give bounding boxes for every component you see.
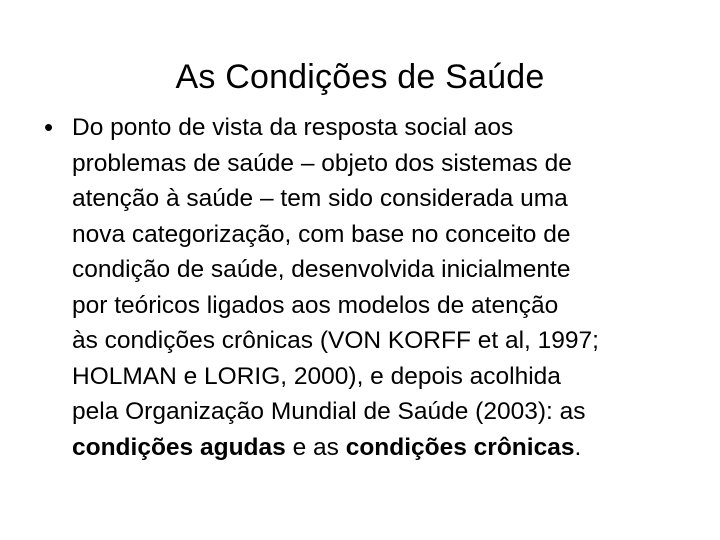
paragraph-last-line [72, 430, 692, 466]
term-acute-conditions: condições agudas [72, 433, 286, 461]
sentence-end: . [574, 433, 582, 461]
slide-title: As Condições de Saúde [175, 57, 545, 96]
connector-text: e as [285, 433, 346, 461]
paragraph-line: Do ponto de vista da resposta social aos [72, 114, 514, 141]
term-chronic-conditions: condições crônicas [345, 433, 575, 461]
paragraph-line: HOLMAN e LORIG, 2000), e depois acolhida [72, 362, 561, 390]
paragraph-line: nova categorização, com base no conceito de [72, 220, 571, 248]
paragraph-line: por teóricos ligados aos modelos de atenção [72, 291, 559, 319]
paragraph-line: atenção à saúde – tem sido considerada uma [72, 185, 568, 212]
paragraph-line: às condições crônicas (VON KORFF et al, 1997; [72, 327, 599, 354]
paragraph-line: problemas de saúde – objeto dos sistemas de [72, 149, 572, 177]
paragraph-line: condição de saúde, desenvolvida inicialmente [72, 256, 571, 283]
bullet-icon: • [44, 112, 54, 142]
bullet-paragraph [72, 110, 692, 465]
paragraph-line: pela Organização Mundial de Saúde (2003): as [72, 398, 586, 425]
